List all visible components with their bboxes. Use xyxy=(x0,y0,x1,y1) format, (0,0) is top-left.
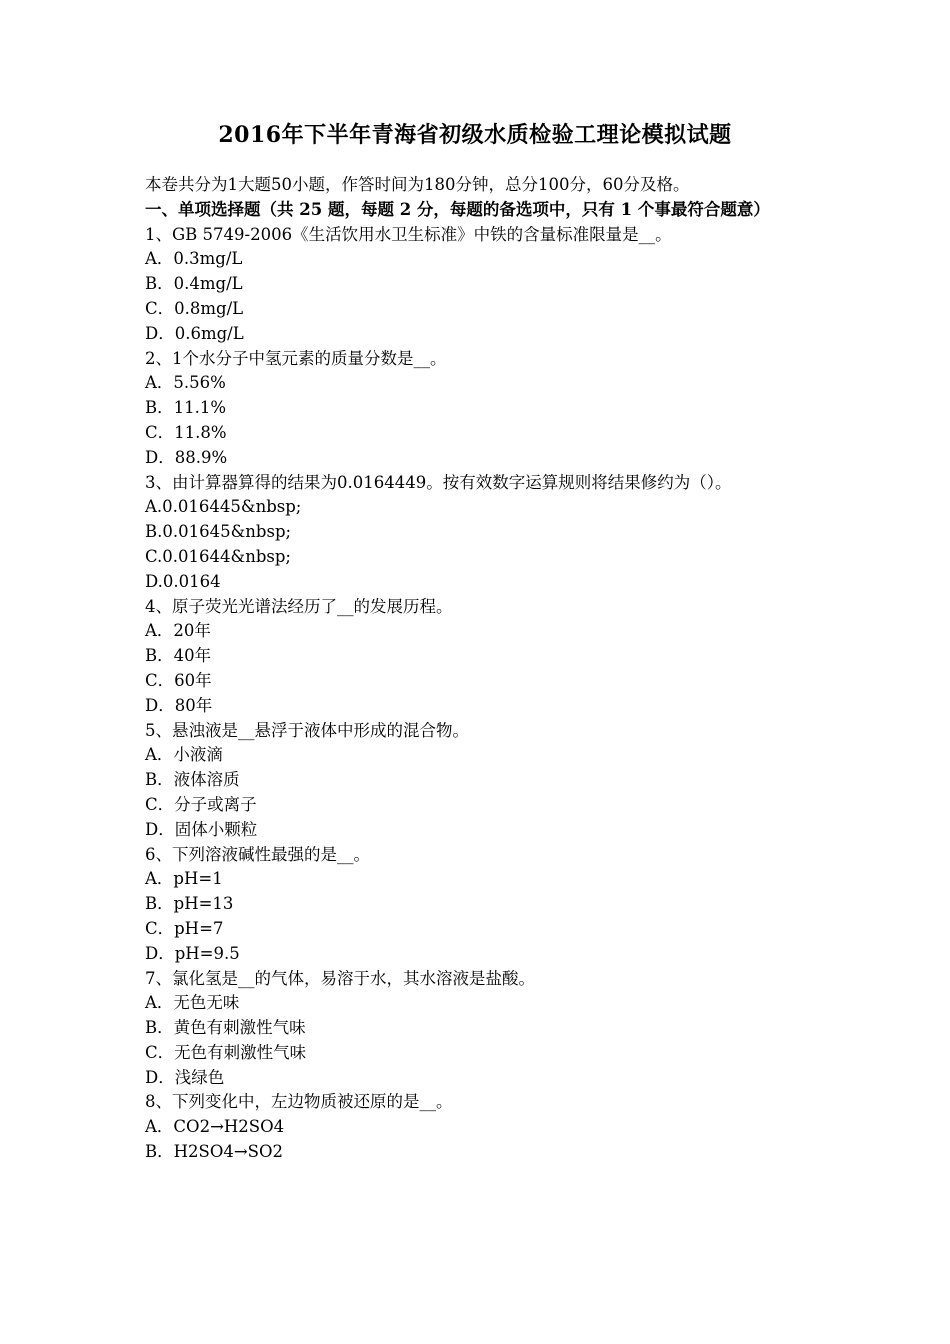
answer-option: A．pH=1 xyxy=(145,869,223,889)
answer-option: A．无色无味 xyxy=(145,993,240,1013)
question-list xyxy=(145,223,815,1165)
question-stem: 5、悬浊液是__悬浮于液体中形成的混合物。 xyxy=(145,720,469,740)
answer-option: D．88.9% xyxy=(145,447,228,467)
question-stem: 8、下列变化中，左边物质被还原的是__。 xyxy=(145,1092,453,1112)
answer-option: B．H2SO4→SO2 xyxy=(145,1142,283,1162)
answer-option: A.0.016445&nbsp; xyxy=(145,497,302,517)
question-block xyxy=(145,843,815,967)
answer-option: A．CO2→H2SO4 xyxy=(145,1117,285,1137)
answer-option: B．40年 xyxy=(145,646,212,666)
answer-option: C．无色有刺激性气味 xyxy=(145,1042,307,1062)
question-block xyxy=(145,347,815,471)
exam-intro: 本卷共分为1大题50小题，作答时间为180分钟，总分100分，60分及格。 xyxy=(145,175,690,194)
answer-option: C.0.01644&nbsp; xyxy=(145,546,291,566)
question-stem: 6、下列溶液碱性最强的是__。 xyxy=(145,844,370,864)
question-block xyxy=(145,595,815,719)
question-block xyxy=(145,967,815,1091)
answer-option: D．80年 xyxy=(145,695,213,715)
question-stem: 7、氯化氢是__的气体，易溶于水，其水溶液是盐酸。 xyxy=(145,968,535,988)
document-body xyxy=(145,173,815,1165)
answer-option: A．5.56% xyxy=(145,373,226,393)
answer-option: B.0.01645&nbsp; xyxy=(145,522,292,542)
question-stem: 1、GB 5749-2006《生活饮用水卫生标准》中铁的含量标准限量是__。 xyxy=(145,224,672,244)
section-heading: 一、单项选择题（共 25 题，每题 2 分，每题的备选项中，只有 1 个事最符合题意） xyxy=(145,199,770,219)
answer-option: B．11.1% xyxy=(145,398,227,418)
answer-option: A．20年 xyxy=(145,621,211,641)
answer-option: B．pH=13 xyxy=(145,894,234,914)
document-title: 2016年下半年青海省初级水质检验工理论模拟试题 xyxy=(218,122,732,148)
answer-option: C．分子或离子 xyxy=(145,794,257,814)
answer-option: D．浅绿色 xyxy=(145,1067,225,1087)
question-stem: 4、原子荧光光谱法经历了__的发展历程。 xyxy=(145,596,453,616)
answer-option: B．黄色有刺激性气味 xyxy=(145,1018,306,1038)
answer-option: C．0.8mg/L xyxy=(145,298,244,318)
question-stem: 2、1个水分子中氢元素的质量分数是__。 xyxy=(145,348,447,368)
answer-option: D．0.6mg/L xyxy=(145,323,244,343)
question-block xyxy=(145,719,815,843)
answer-option: C．60年 xyxy=(145,670,212,690)
answer-option: D．固体小颗粒 xyxy=(145,819,258,839)
question-block xyxy=(145,471,815,595)
answer-option: B．液体溶质 xyxy=(145,770,240,790)
question-block xyxy=(145,1090,815,1164)
answer-option: C．11.8% xyxy=(145,422,227,442)
answer-option: B．0.4mg/L xyxy=(145,274,243,294)
answer-option: D.0.0164 xyxy=(145,571,221,591)
question-block xyxy=(145,223,815,347)
answer-option: D．pH=9.5 xyxy=(145,943,240,963)
question-stem: 3、由计算器算得的结果为0.0164449。按有效数字运算规则将结果修约为（）。 xyxy=(145,472,732,492)
answer-option: A．0.3mg/L xyxy=(145,249,243,269)
answer-option: C．pH=7 xyxy=(145,918,224,938)
answer-option: A．小液滴 xyxy=(145,745,223,765)
